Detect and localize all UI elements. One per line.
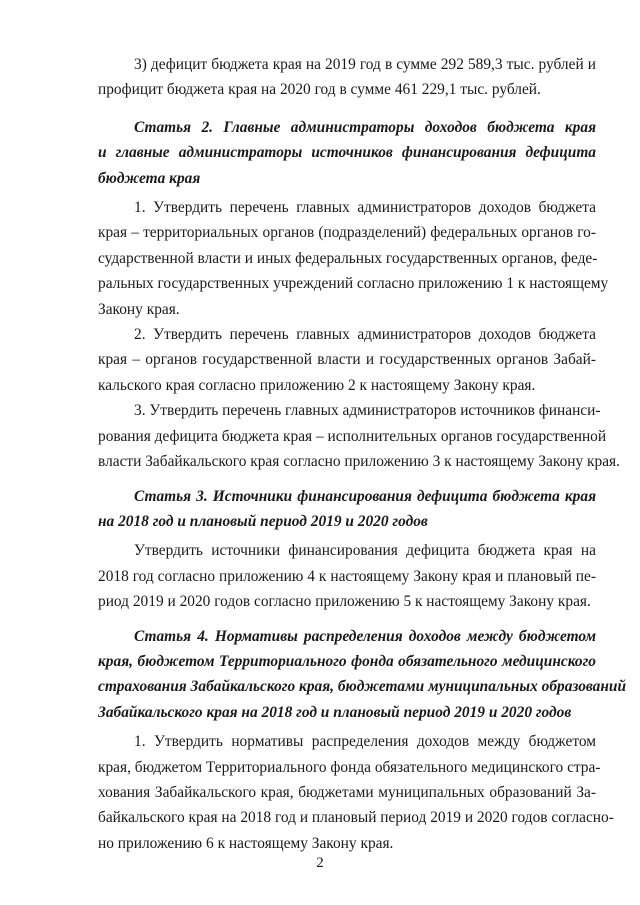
article-3-heading	[98, 484, 596, 535]
text-line: власти Забайкальского края согласно приложению 3 к настоящему Закону края.	[98, 453, 620, 471]
text-line: края, бюджетом Территориального фонда обязательного медицинского стра-	[98, 758, 601, 776]
text-line: 1. Утвердить перечень главных администраторов доходов бюджета	[134, 199, 596, 217]
text-line: 3. Утвердить перечень главных администраторов источников финанси-	[134, 402, 601, 420]
page-number: 2	[316, 855, 324, 871]
text-line: риод 2019 и 2020 годов согласно приложению 5 к настоящему Закону края.	[98, 593, 591, 611]
article-4-heading	[98, 624, 627, 726]
text-line: 2. Утвердить перечень главных администраторов доходов бюджета	[134, 326, 596, 344]
heading-line: Статья 4. Нормативы распределения доходов между бюджетом	[134, 627, 596, 645]
text-line: кальского края согласно приложению 2 к настоящему Закону края.	[98, 376, 536, 394]
text-line: но приложению 6 к настоящему Закону края.	[98, 834, 394, 852]
article-2-item-1	[98, 195, 609, 322]
text-line: края – органов государственной власти и государственных органов Забай-	[98, 351, 596, 369]
text-line: ральных государственных учреждений согласно приложению 1 к настоящему	[98, 275, 609, 293]
text-line: Закону края.	[98, 300, 180, 318]
document-body	[98, 52, 627, 856]
text-line: 2018 год согласно приложению 4 к настоящему Закону края и плановый пе-	[98, 567, 596, 585]
heading-line: страхования Забайкальского края, бюджетами муниципальных образований	[98, 678, 627, 696]
text-line: сударственной власти и иных федеральных государственных органов, феде-	[98, 249, 598, 267]
heading-line: края, бюджетом Территориального фонда обязательного медицинского	[98, 652, 596, 670]
paragraph-budget-deficit	[98, 52, 596, 103]
heading-line: и главные администраторы источников финансирования дефицита	[98, 144, 596, 162]
article-2-item-3	[98, 398, 620, 474]
text-line: 1. Утвердить нормативы распределения доходов между бюджетом	[134, 733, 596, 751]
text-line: хования Забайкальского края, бюджетами муниципальных образований За-	[98, 783, 596, 801]
heading-line: бюджета края	[98, 169, 201, 187]
article-4-item-1	[98, 729, 614, 856]
article-2-item-2	[98, 322, 596, 398]
heading-line: Статья 3. Источники финансирования дефицита бюджета края	[134, 487, 596, 505]
text-line: рования дефицита бюджета края – исполнительных органов государственной	[98, 427, 607, 445]
text-line: края – территориальных органов (подразделений) федеральных органов го-	[98, 224, 596, 242]
article-3-text	[98, 538, 596, 614]
text-line: Утвердить источники финансирования дефицита бюджета края на	[134, 542, 596, 560]
heading-line: Статья 2. Главные администраторы доходов бюджета края	[134, 118, 596, 136]
text-line: байкальского края на 2018 год и плановый период 2019 и 2020 годов согласно-	[98, 809, 614, 827]
text-line: профицит бюджета края на 2020 год в сумме 461 229,1 тыс. рублей.	[98, 81, 541, 99]
article-2-heading	[98, 115, 596, 191]
heading-line: на 2018 год и плановый период 2019 и 2020 годов	[98, 512, 428, 530]
text-line: 3) дефицит бюджета края на 2019 год в сумме 292 589,3 тыс. рублей и	[134, 56, 596, 73]
heading-line: Забайкальского края на 2018 год и плановый период 2019 и 2020 годов	[98, 703, 572, 721]
